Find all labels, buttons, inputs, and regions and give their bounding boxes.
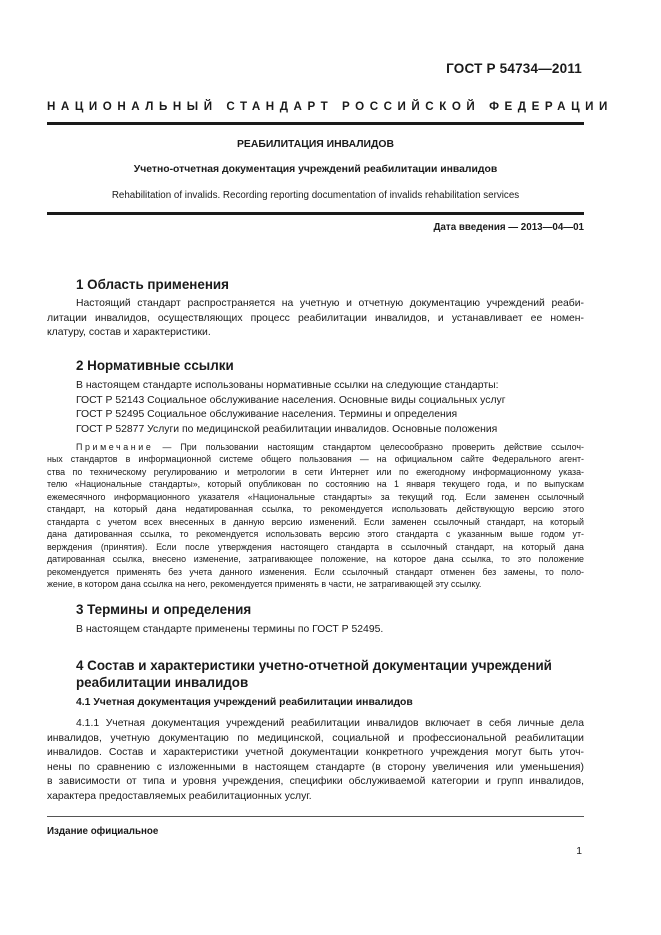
gost-number: ГОСТ Р 54734—2011	[446, 61, 582, 76]
introduction-date: Дата введения — 2013—04—01	[433, 222, 584, 233]
section-1-heading: 1 Область применения	[76, 277, 229, 292]
standard-subtitle: Учетно-отчетная документация учреждений реабилитации инвалидов	[133, 164, 498, 175]
note-line: верждения (принятия). Если после утверждения настоящего стандарта в ссылочный стандарт, на который дана	[47, 541, 584, 552]
section-2-note	[47, 441, 584, 590]
edition-label: Издание официальное	[47, 826, 159, 837]
note-line: телю «Национальные стандарты», который опубликован по состоянию на 1 января текущего года, и по выпускам	[47, 479, 584, 490]
footer-rule	[47, 816, 584, 817]
section-4-line: нены по сравнению с изложенными в настоящем стандарте (в сторону увеличения или уменьшения)	[47, 761, 584, 773]
reference-item: ГОСТ Р 52495 Социальное обслуживание населения. Термины и определения	[76, 409, 458, 421]
note-line: ства по техническому регулированию и метрологии в сети Интернет или по ежегодному информационному указа-	[47, 466, 584, 477]
section-3-text: В настоящем стандарте применены термины по ГОСТ Р 52495.	[76, 624, 384, 635]
section-4-1-1-text	[47, 717, 584, 805]
note-line: рекомендуется применять без учета данного изменения. Если ссылочный стандарт отменен без замены, то поло-	[47, 566, 584, 577]
section-4-line: инвалидов. Состав и характеристики учетной документации конкретного учреждения могут быть уточ-	[47, 747, 584, 759]
note-line: датированная ссылка, внесено изменение, затрагивающее положение, на которое дана ссылка, то это положение	[47, 554, 584, 565]
section-4-line: 4.1.1 Учетная документация учреждений реабилитации инвалидов включает в себя личные дела	[76, 718, 584, 729]
section-4-heading: 4 Состав и характеристики учетно-отчетной документации учреждений реабилитации инвалидов	[76, 658, 552, 690]
page-number: 1	[576, 846, 582, 857]
section-3-heading: 3 Термины и определения	[76, 602, 252, 617]
section-2-references	[76, 379, 584, 437]
section-1-line: Настоящий стандарт распространяется на учетную и отчетную документацию учреждений реаби-	[76, 298, 584, 309]
bottom-rule	[47, 212, 584, 215]
note-line: дана датированная ссылка, то рекомендуется использовать версию этого стандарта с указанным выше годом ут-	[47, 529, 584, 540]
note-line: жение, в котором дана ссылка на него, рекомендуется применять в части, не затрагивающей эту ссылку.	[47, 578, 482, 589]
reference-item: ГОСТ Р 52877 Услуги по медицинской реабилитации инвалидов. Основные положения	[76, 423, 498, 435]
note-line: ных стандартов в информационной системе общего пользования — на официальном сайте Федерального агент-	[47, 454, 584, 465]
section-1-line: литации инвалидов, осуществляющих процесс реабилитации инвалидов, и устанавливает ее номен-	[47, 312, 584, 324]
standard-title-english: Rehabilitation of invalids. Recording reporting documentation of invalids rehabilitation services	[111, 190, 520, 201]
section-4-line: характера предоставляемых реабилитационных услуг.	[47, 790, 312, 802]
note-line: стандарта с учетом всех внесенных в данную версию изменений. Если заменен ссылочный стандарт, на который	[47, 516, 584, 527]
note-line: стандарт, на который дана недатированная ссылка, то рекомендуется использовать действующую версию этого	[47, 504, 584, 515]
note-label: Примечание	[76, 442, 154, 452]
reference-item: ГОСТ Р 52143 Социальное обслуживание населения. Основные виды социальных услуг	[76, 394, 506, 406]
standard-title: РЕАБИЛИТАЦИЯ ИНВАЛИДОВ	[236, 139, 394, 150]
section-4-line: инвалидов, учетную документацию по медицинской, социальной и профессиональной реабилитации	[47, 732, 584, 744]
reference-intro: В настоящем стандарте использованы нормативные ссылки на следующие стандарты:	[76, 380, 499, 391]
section-4-line: в зависимости от типа и уровня учреждения, специфики обслуживаемой категории и групп инвалидов,	[47, 776, 584, 788]
section-1-text	[47, 297, 584, 341]
note-line: ежемесячного информационного указателя «Национальные стандарты» за текущий год. Если заменен ссылочный	[47, 491, 584, 502]
section-1-line: клатуру, состав и характеристики.	[47, 327, 211, 339]
national-standard-title: НАЦИОНАЛЬНЫЙ СТАНДАРТ РОССИЙСКОЙ ФЕДЕРАЦИИ	[47, 100, 613, 113]
section-4-1-heading: 4.1 Учетная документация учреждений реабилитации инвалидов	[76, 697, 413, 708]
note-first-line: Примечание — При пользовании настоящим стандартом целесообразно проверить действие ссылоч-	[76, 442, 584, 452]
section-2-heading: 2 Нормативные ссылки	[76, 358, 234, 373]
top-rule	[47, 122, 584, 125]
